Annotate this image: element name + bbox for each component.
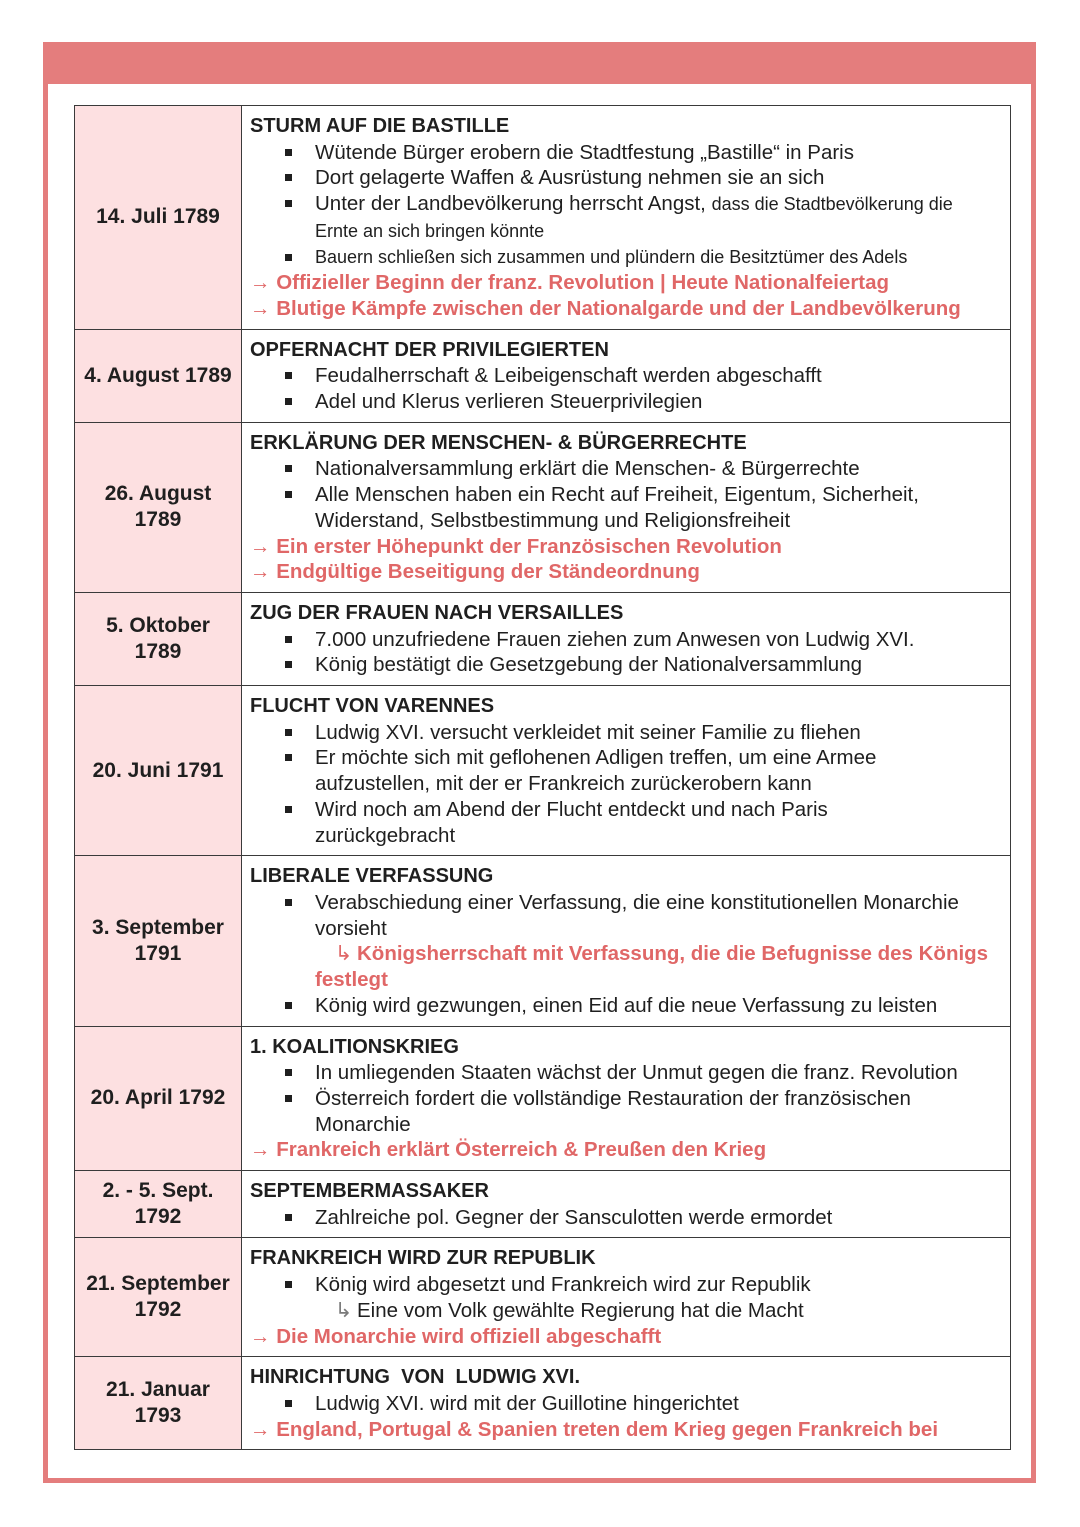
hook-arrow-icon: ↳ — [335, 1298, 353, 1322]
date-label: 14. Juli 1789 — [96, 205, 220, 229]
timeline-row — [75, 686, 1011, 856]
sub-note: ↳ Eine vom Volk gewählte Regierung hat die Macht — [335, 1298, 804, 1322]
event-cell — [242, 1238, 1011, 1357]
timeline-table — [74, 105, 1011, 1450]
note-line: → Die Monarchie wird offiziell abgeschafft — [250, 1324, 662, 1348]
timeline-row — [75, 1238, 1011, 1357]
event-cell — [242, 1171, 1011, 1238]
date-label: 4. August 1789 — [84, 363, 232, 387]
bullet-item: Wütende Bürger erobern die Stadtfestung „Bastille“ in Paris — [250, 140, 1002, 166]
bullet-icon — [285, 806, 292, 813]
date-label: 26. August 1789 — [104, 482, 212, 532]
date-cell — [75, 1171, 242, 1238]
event-title: SEPTEMBERMASSAKER — [250, 1180, 489, 1203]
bullet-item: König bestätigt die Gesetzgebung der Nationalversammlung — [250, 652, 1002, 678]
bullet-icon — [285, 254, 292, 261]
bullet-icon — [285, 1002, 292, 1009]
event-cell — [242, 1026, 1011, 1171]
bullet-icon — [285, 729, 292, 736]
timeline-row — [75, 106, 1011, 330]
bullet-icon — [285, 1069, 292, 1076]
bullet-icon — [285, 149, 292, 156]
date-label: 20. Juni 1791 — [92, 758, 224, 782]
header-bar — [43, 42, 1036, 84]
note-line: → Blutige Kämpfe zwischen der Nationalgarde und der Landbevölkerung — [250, 296, 961, 320]
date-cell — [75, 1026, 242, 1171]
event-cell — [242, 686, 1011, 856]
bullet-item: König wird abgesetzt und Frankreich wird zur Republik — [250, 1272, 1002, 1298]
bullet-item: Österreich fordert die vollständige Restauration der französischen Monarchie — [250, 1086, 1002, 1137]
timeline-row — [75, 422, 1011, 592]
note-line: → Offizieller Beginn der franz. Revolution | Heute Nationalfeiertag — [250, 271, 890, 295]
timeline-row — [75, 592, 1011, 685]
bullet-icon — [285, 491, 292, 498]
event-title: 1. KOALITIONSKRIEG — [250, 1035, 459, 1058]
bullet-icon — [285, 1400, 292, 1407]
date-cell — [75, 686, 242, 856]
event-cell — [242, 592, 1011, 685]
bullet-icon — [285, 465, 292, 472]
bullet-item: Ludwig XVI. wird mit der Guillotine hingerichtet — [250, 1391, 1002, 1417]
bullet-icon — [285, 200, 292, 207]
event-cell — [242, 856, 1011, 1026]
event-cell — [242, 329, 1011, 422]
bullet-item: Er möchte sich mit geflohenen Adligen treffen, um eine Armee aufzustellen, mit der er Frankreich zurückerobern kann — [250, 745, 1002, 796]
timeline-row — [75, 1171, 1011, 1238]
event-title: STURM AUF DIE BASTILLE — [250, 115, 510, 137]
event-title: ERKLÄRUNG DER MENSCHEN- & BÜRGERRECHTE — [250, 431, 747, 454]
event-title: ZUG DER FRAUEN NACH VERSAILLES — [250, 601, 624, 624]
note-line: → Ein erster Höhepunkt der Französischen Revolution — [250, 534, 782, 558]
date-cell — [75, 1357, 242, 1450]
timeline-row — [75, 1357, 1011, 1450]
bullet-icon — [285, 636, 292, 643]
bullet-item: Adel und Klerus verlieren Steuerprivilegien — [250, 389, 1002, 415]
bullet-icon — [285, 398, 292, 405]
bullet-icon — [285, 1214, 292, 1221]
hook-arrow-icon: ↳ — [335, 942, 353, 966]
date-cell — [75, 422, 242, 592]
note-line: → Frankreich erklärt Österreich & Preußen den Krieg — [250, 1138, 767, 1162]
bullet-icon — [285, 899, 292, 906]
bullet-icon — [285, 174, 292, 181]
note-line: → Endgültige Beseitigung der Ständeordnung — [250, 560, 700, 584]
date-cell — [75, 329, 242, 422]
bullet-item: Wird noch am Abend der Flucht entdeckt und nach Paris zurückgebracht — [250, 797, 1002, 848]
date-label: 2. - 5. Sept. 1792 — [102, 1179, 214, 1229]
date-cell — [75, 856, 242, 1026]
event-cell — [242, 106, 1011, 330]
date-cell — [75, 1238, 242, 1357]
bullet-item: Bauern schließen sich zusammen und plündern die Besitztümer des Adels — [250, 245, 1002, 271]
bullet-item: Verabschiedung einer Verfassung, die eine konstitutionellen Monarchie vorsieht — [250, 890, 1002, 941]
bullet-item: Unter der Landbevölkerung herrscht Angst, dass die Stadtbevölkerung die Ernte an sich bringen könnte — [250, 191, 1002, 244]
bullet-item: 7.000 unzufriedene Frauen ziehen zum Anwesen von Ludwig XVI. — [250, 627, 1002, 653]
bullet-icon — [285, 661, 292, 668]
bullet-item: König wird gezwungen, einen Eid auf die neue Verfassung zu leisten — [250, 993, 1002, 1019]
date-label: 21. Januar 1793 — [106, 1378, 210, 1428]
date-label: 21. September 1792 — [86, 1272, 230, 1322]
note-line: → England, Portugal & Spanien treten dem Krieg gegen Frankreich bei — [250, 1417, 939, 1441]
date-cell — [75, 106, 242, 330]
sub-note: ↳ Königsherrschaft mit Verfassung, die die Befugnisse des Königs festlegt — [315, 942, 989, 992]
bullet-icon — [285, 754, 292, 761]
bullet-item: In umliegenden Staaten wächst der Unmut gegen die franz. Revolution — [250, 1060, 1002, 1086]
event-title: FLUCHT VON VARENNES — [250, 695, 495, 718]
date-label: 5. Oktober 1789 — [106, 614, 210, 663]
timeline-row — [75, 1026, 1011, 1171]
bullet-item: Zahlreiche pol. Gegner der Sansculotten werde ermordet — [250, 1205, 1002, 1231]
bullet-item: Dort gelagerte Waffen & Ausrüstung nehmen sie an sich — [250, 165, 1002, 191]
date-label: 3. September 1791 — [92, 915, 224, 965]
timeline-row — [75, 856, 1011, 1026]
event-title: FRANKREICH WIRD ZUR REPUBLIK — [250, 1247, 596, 1270]
event-title: LIBERALE VERFASSUNG — [250, 865, 494, 888]
event-title: HINRICHTUNG VON LUDWIG XVI. — [250, 1366, 580, 1389]
bullet-item: Nationalversammlung erklärt die Menschen- & Bürgerrechte — [250, 456, 1002, 482]
bullet-icon — [285, 1281, 292, 1288]
date-cell — [75, 592, 242, 685]
event-cell — [242, 1357, 1011, 1450]
bullet-item: Feudalherrschaft & Leibeigenschaft werden abgeschafft — [250, 363, 1002, 389]
bullet-icon — [285, 372, 292, 379]
timeline-row — [75, 329, 1011, 422]
bullet-icon — [285, 1095, 292, 1102]
bullet-item: Ludwig XVI. versucht verkleidet mit seiner Familie zu fliehen — [250, 720, 1002, 746]
event-cell — [242, 422, 1011, 592]
date-label: 20. April 1792 — [90, 1086, 226, 1110]
event-title: OPFERNACHT DER PRIVILEGIERTEN — [250, 338, 609, 361]
bullet-item: Alle Menschen haben ein Recht auf Freiheit, Eigentum, Sicherheit, Widerstand, Selbstbestimmung und Religionsfreiheit — [250, 482, 1002, 533]
